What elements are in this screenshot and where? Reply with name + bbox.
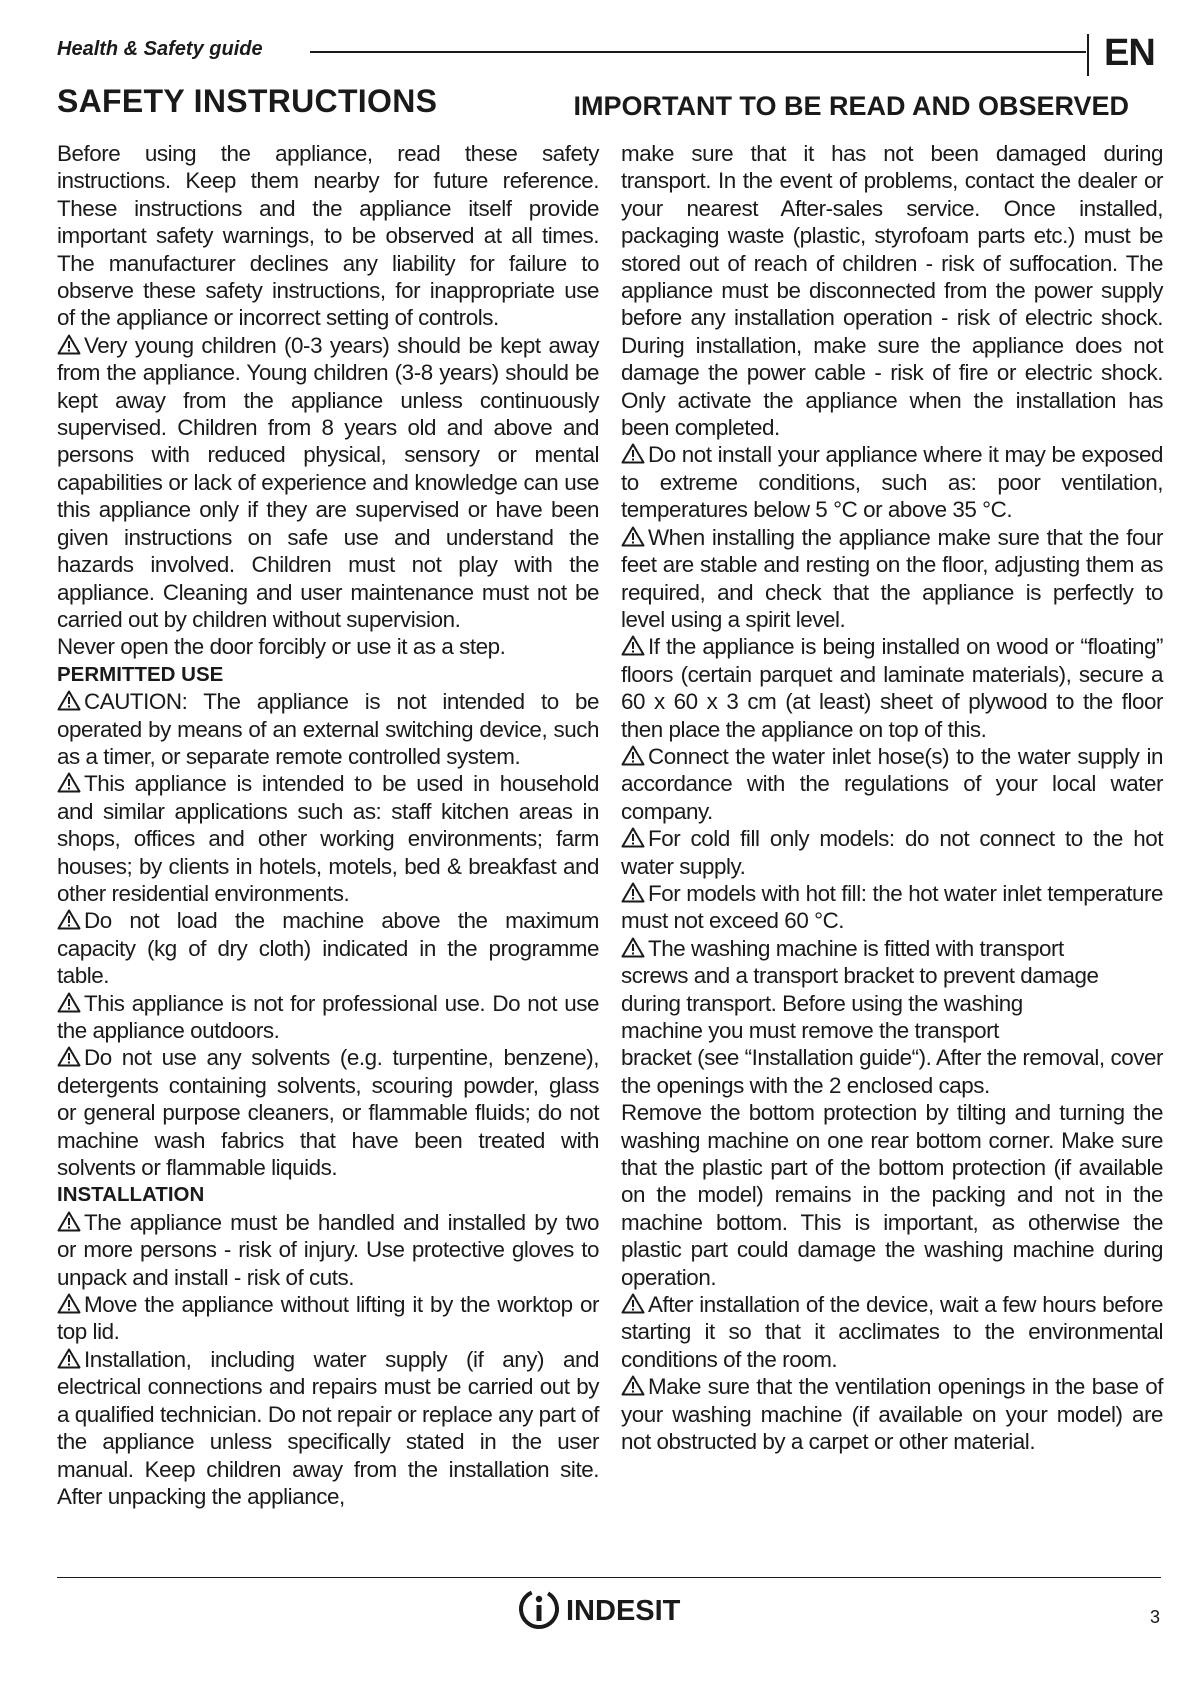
- left-column: [57, 140, 599, 1510]
- door-paragraph: Never open the door forcibly or use it as a step.: [57, 634, 506, 660]
- warning-feet: When installing the appliance make sure that the four feet are stable and resting on the floor, adjusting them as required, and check that the appliance is perfectly to level using a spirit level.: [621, 524, 1163, 632]
- section-subtitle: IMPORTANT TO BE READ AND OBSERVED: [573, 91, 1129, 121]
- warning-triangle-icon: [57, 1293, 81, 1314]
- warning-triangle-icon: [57, 334, 81, 355]
- warning-household: This appliance is intended to be used in household and similar applications such as: staff kitchen areas in shops, offices and other working environments; farm houses; by clients in hotels, motels, bed & breakfast and other residential environments.: [57, 771, 599, 906]
- intro-paragraph: Before using the appliance, read these safety instructions. Keep them nearby for future reference. These instructions and the appliance itself provide important safety warnings, to be observed at all times. The manufacturer declines any liability for failure to observe these safety instructions, for inappropriate use of the appliance or incorrect setting of controls.: [57, 141, 599, 331]
- language-code: EN: [1104, 32, 1155, 74]
- warning-ventilation: Make sure that the ventilation openings in the base of your washing machine (if available on your model) are not obstructed by a carpet or other material.: [621, 1374, 1163, 1455]
- warning-triangle-icon: [621, 827, 645, 848]
- warning-capacity: Do not load the machine above the maximum capacity (kg of dry cloth) indicated in the programme table.: [57, 908, 599, 989]
- warning-hot-fill: For models with hot fill: the hot water inlet temperature must not exceed 60 °C.: [621, 880, 1163, 934]
- warning-triangle-icon: [621, 882, 645, 903]
- warning-triangle-icon: [57, 1046, 81, 1067]
- warning-triangle-icon: [621, 1375, 645, 1396]
- installation-continued: make sure that it has not been damaged during transport. In the event of problems, contact the dealer or your nearest After-sales service. Once installed, packaging waste (plastic, styrofoam parts etc.) must be stored out of reach of children - risk of suffocation. The appliance must be disconnected from the power supply before any installation operation - risk of electric shock. During installation, make sure the appliance does not damage the power cable - risk of fire or electric shock. Only activate the appliance when the installation has been completed.: [621, 141, 1163, 441]
- warning-triangle-icon: [57, 992, 81, 1013]
- warning-handled: The appliance must be handled and installed by two or more persons - risk of injury. Use protective gloves to unpack and install - risk of cuts.: [57, 1209, 599, 1290]
- warning-triangle-icon: [621, 937, 645, 958]
- warning-triangle-icon: [57, 1211, 81, 1232]
- footer-rule: [57, 1577, 1161, 1578]
- warning-floors: If the appliance is being installed on wood or “floating” floors (certain parquet and laminate materials), secure a 60 x 60 x 3 cm (at least) sheet of plywood to the floor then place the appliance on top of this.: [621, 634, 1163, 742]
- warning-triangle-icon: [621, 635, 645, 656]
- warning-professional: This appliance is not for professional use. Do not use the appliance outdoors.: [57, 990, 599, 1043]
- warning-triangle-icon: [621, 1293, 645, 1314]
- warning-transport: The washing machine is fitted with transport screws and a transport bracket to prevent damage during transport. Before using the washing machine you must remove the transport: [621, 935, 1099, 1043]
- warning-cold-fill: For cold fill only models: do not connect to the hot water supply.: [621, 826, 1163, 879]
- permitted-use-heading: PERMITTED USE: [57, 662, 224, 686]
- indesit-logo: [516, 1585, 706, 1633]
- warning-triangle-icon: [621, 745, 645, 766]
- warning-extreme: Do not install your appliance where it may be exposed to extreme conditions, such as: poor ventilation, temperatures below 5 °C or above 35 °C.: [621, 442, 1163, 523]
- warning-triangle-icon: [621, 526, 645, 547]
- brand-wordmark: INDESIT: [566, 1595, 681, 1627]
- warning-technician: Installation, including water supply (if any) and electrical connections and repairs must be carried out by a qualified technician. Do not repair or replace any part of the appliance unless specifically stated in the user manual. Keep children away from the installation site. After unpacking the appliance,: [57, 1346, 599, 1509]
- warning-triangle-icon: [57, 690, 81, 711]
- right-column: [621, 140, 1163, 1456]
- section-title: SAFETY INSTRUCTIONS: [57, 83, 438, 119]
- warning-caution: CAUTION: The appliance is not intended to be operated by means of an external switching device, such as a timer, or separate remote controlled system.: [57, 689, 599, 769]
- page-number: 3: [1150, 1607, 1161, 1627]
- transport-bracket-paragraph: bracket (see “Installation guide“). After the removal, cover the openings with the 2 enclosed caps.: [621, 1045, 1163, 1098]
- bottom-protection-paragraph: Remove the bottom protection by tilting and turning the washing machine on one rear bottom corner. Make sure that the plastic part of the bottom protection (if available on the model) remains in the packing and not in the machine bottom. This is important, as otherwise the plastic part could damage the washing machine during operation.: [621, 1100, 1163, 1290]
- warning-acclimate: After installation of the device, wait a few hours before starting it so that it acclimates to the environmental conditions of the room.: [621, 1292, 1163, 1372]
- warning-children: Very young children (0-3 years) should be kept away from the appliance. Young children (3-8 years) should be kept away from the appliance unless continuously supervised. Children from 8 years old and above and persons with reduced physical, sensory or mental capabilities or lack of experience and knowledge can use this appliance only if they are supervised or have been given instructions on safe use and understand the hazards involved. Children must not play with the appliance. Cleaning and user maintenance must not be carried out by children without supervision.: [57, 332, 599, 632]
- warning-triangle-icon: [57, 772, 81, 793]
- warning-triangle-icon: [57, 1348, 81, 1369]
- header-rule: [310, 51, 1086, 53]
- warning-solvents: Do not use any solvents (e.g. turpentine, benzene), detergents containing solvents, scouring powder, glass or general purpose cleaners, or flammable fluids; do not machine wash fabrics that have been treated with solvents or flammable liquids.: [57, 1045, 599, 1181]
- warning-hose: Connect the water inlet hose(s) to the water supply in accordance with the regulations of your local water company.: [621, 743, 1163, 824]
- installation-heading: INSTALLATION: [57, 1183, 205, 1207]
- header-divider: [1087, 34, 1089, 76]
- warning-triangle-icon: [621, 443, 645, 464]
- guide-title: Health & Safety guide: [57, 38, 263, 60]
- warning-triangle-icon: [57, 909, 81, 930]
- warning-move: Move the appliance without lifting it by the worktop or top lid.: [57, 1292, 599, 1345]
